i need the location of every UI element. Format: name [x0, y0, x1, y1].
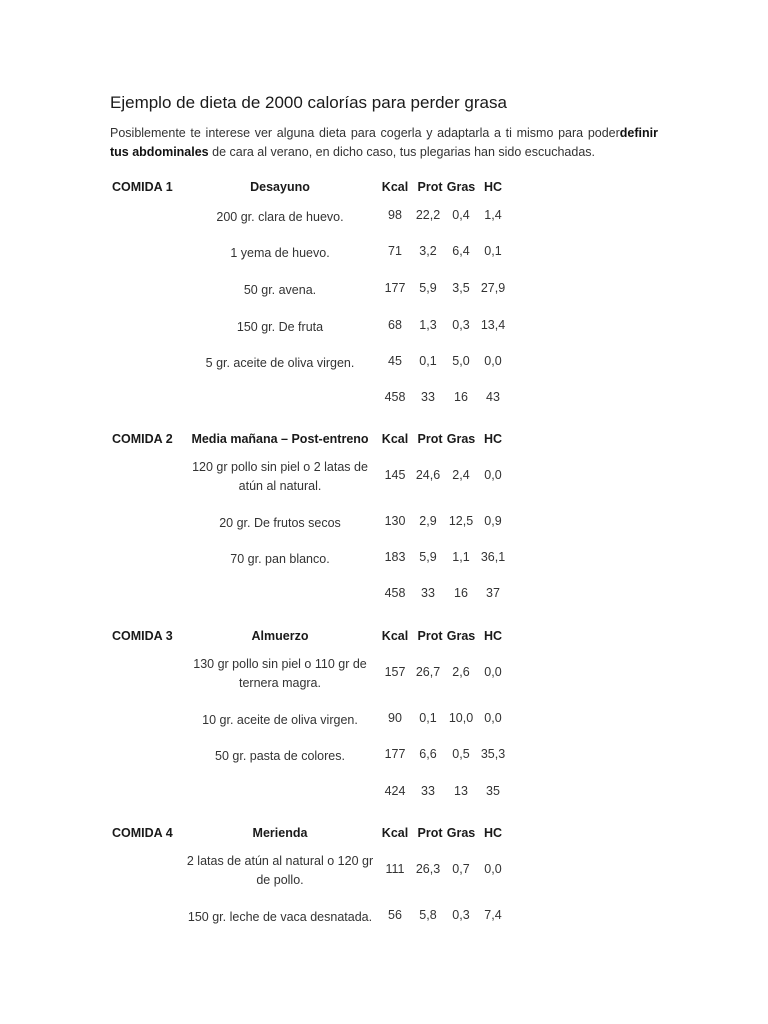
kcal-value: 145 [384, 468, 406, 482]
col-hc: HC [483, 629, 503, 643]
col-hc: HC [483, 432, 503, 446]
hc-total: 43 [486, 390, 500, 404]
meal-name: Media mañana – Post-entreno [191, 432, 369, 446]
prot-value: 26,7 [415, 665, 441, 679]
meal-label: COMIDA 2 [112, 432, 173, 446]
prot-value: 0,1 [419, 354, 437, 368]
hc-value: 27,9 [480, 281, 506, 295]
food-item: 150 gr. leche de vaca desnatada. [187, 910, 373, 924]
gras-value: 10,0 [448, 711, 474, 725]
gras-value: 0,5 [452, 747, 470, 761]
prot-total: 33 [421, 784, 435, 798]
kcal-value: 111 [385, 862, 405, 876]
gras-value: 12,5 [448, 514, 474, 528]
meal-label: COMIDA 1 [112, 180, 173, 194]
prot-value: 22,2 [415, 208, 441, 222]
gras-value: 1,1 [452, 550, 470, 564]
gras-value: 5,0 [452, 354, 470, 368]
food-item: 50 gr. pasta de colores. [215, 749, 345, 763]
kcal-value: 177 [384, 281, 406, 295]
col-kcal: Kcal [381, 629, 409, 643]
gras-value: 0,4 [452, 208, 470, 222]
kcal-value: 90 [388, 711, 402, 725]
meal-name: Desayuno [250, 180, 310, 194]
col-gras: Gras [446, 826, 476, 840]
meal-header [110, 826, 670, 846]
intro-bold-link: definir tus abdominales [110, 126, 658, 159]
hc-value: 0,0 [484, 354, 502, 368]
kcal-value: 177 [384, 747, 406, 761]
prot-value: 3,2 [419, 244, 437, 258]
meal-label: COMIDA 4 [112, 826, 173, 840]
meal-name: Merienda [252, 826, 308, 840]
kcal-total: 458 [384, 390, 406, 404]
prot-value: 2,9 [419, 514, 437, 528]
intro-text: Posiblemente te interese ver alguna dieta para cogerla y adaptarla a ti mismo para poder [110, 126, 620, 140]
col-prot: Prot [417, 180, 443, 194]
gras-value: 0,7 [452, 862, 470, 876]
hc-value: 35,3 [480, 747, 506, 761]
col-prot: Prot [417, 826, 443, 840]
meal-name: Almuerzo [251, 629, 309, 643]
col-kcal: Kcal [381, 180, 409, 194]
hc-value: 7,4 [484, 908, 502, 922]
hc-total: 35 [486, 784, 500, 798]
gras-total: 13 [454, 784, 468, 798]
hc-value: 0,9 [484, 514, 502, 528]
prot-total: 33 [421, 390, 435, 404]
hc-value: 0,0 [484, 711, 502, 725]
hc-value: 0,0 [484, 862, 502, 876]
meal-header [110, 629, 670, 649]
gras-value: 6,4 [452, 244, 470, 258]
hc-value: 1,4 [484, 208, 502, 222]
col-gras: Gras [446, 180, 476, 194]
col-kcal: Kcal [381, 826, 409, 840]
food-item: 2 latas de atún al natural o 120 gr de pollo. [186, 854, 374, 887]
prot-value: 5,8 [419, 908, 437, 922]
gras-value: 0,3 [452, 908, 470, 922]
intro-text-end: de cara al verano, en dicho caso, tus plegarias han sido escuchadas. [208, 145, 595, 159]
col-gras: Gras [446, 629, 476, 643]
col-gras: Gras [446, 432, 476, 446]
prot-value: 6,6 [419, 747, 437, 761]
hc-value: 0,0 [484, 468, 502, 482]
prot-value: 26,3 [415, 862, 441, 876]
food-item: 120 gr pollo sin piel o 2 latas de atún al natural. [192, 460, 368, 493]
hc-value: 36,1 [480, 550, 506, 564]
kcal-total: 424 [384, 784, 406, 798]
prot-value: 0,1 [419, 711, 437, 725]
gras-total: 16 [454, 390, 468, 404]
hc-value: 13,4 [480, 318, 506, 332]
meal-label: COMIDA 3 [112, 629, 173, 643]
col-prot: Prot [417, 432, 443, 446]
gras-value: 2,4 [452, 468, 470, 482]
prot-value: 24,6 [415, 468, 441, 482]
kcal-value: 183 [384, 550, 406, 564]
prot-value: 1,3 [419, 318, 437, 332]
col-hc: HC [483, 826, 503, 840]
kcal-value: 130 [384, 514, 406, 528]
kcal-value: 68 [388, 318, 402, 332]
kcal-value: 45 [388, 354, 402, 368]
food-item: 50 gr. avena. [243, 283, 317, 297]
page-title: Ejemplo de dieta de 2000 calorías para perder grasa [110, 93, 507, 112]
prot-value: 5,9 [419, 550, 437, 564]
hc-total: 37 [486, 586, 500, 600]
meal-header [110, 432, 670, 452]
kcal-value: 71 [388, 244, 402, 258]
food-item: 5 gr. aceite de oliva virgen. [205, 356, 355, 370]
intro-paragraph [110, 124, 658, 162]
kcal-value: 157 [384, 665, 406, 679]
kcal-value: 98 [388, 208, 402, 222]
meal-header [110, 180, 670, 200]
kcal-value: 56 [388, 908, 402, 922]
gras-value: 3,5 [452, 281, 470, 295]
prot-total: 33 [421, 586, 435, 600]
col-prot: Prot [417, 629, 443, 643]
food-item: 10 gr. aceite de oliva virgen. [202, 713, 358, 727]
food-item: 70 gr. pan blanco. [230, 552, 330, 566]
gras-total: 16 [454, 586, 468, 600]
food-item: 150 gr. De fruta [236, 320, 324, 334]
food-item: 1 yema de huevo. [230, 246, 330, 260]
hc-value: 0,0 [484, 665, 502, 679]
prot-value: 5,9 [419, 281, 437, 295]
col-kcal: Kcal [381, 432, 409, 446]
kcal-total: 458 [384, 586, 406, 600]
gras-value: 2,6 [452, 665, 470, 679]
food-item: 130 gr pollo sin piel o 110 gr de ternera magra. [193, 657, 367, 690]
gras-value: 0,3 [452, 318, 470, 332]
food-item: 200 gr. clara de huevo. [216, 210, 344, 224]
food-item: 20 gr. De frutos secos [219, 516, 341, 530]
col-hc: HC [483, 180, 503, 194]
hc-value: 0,1 [484, 244, 502, 258]
